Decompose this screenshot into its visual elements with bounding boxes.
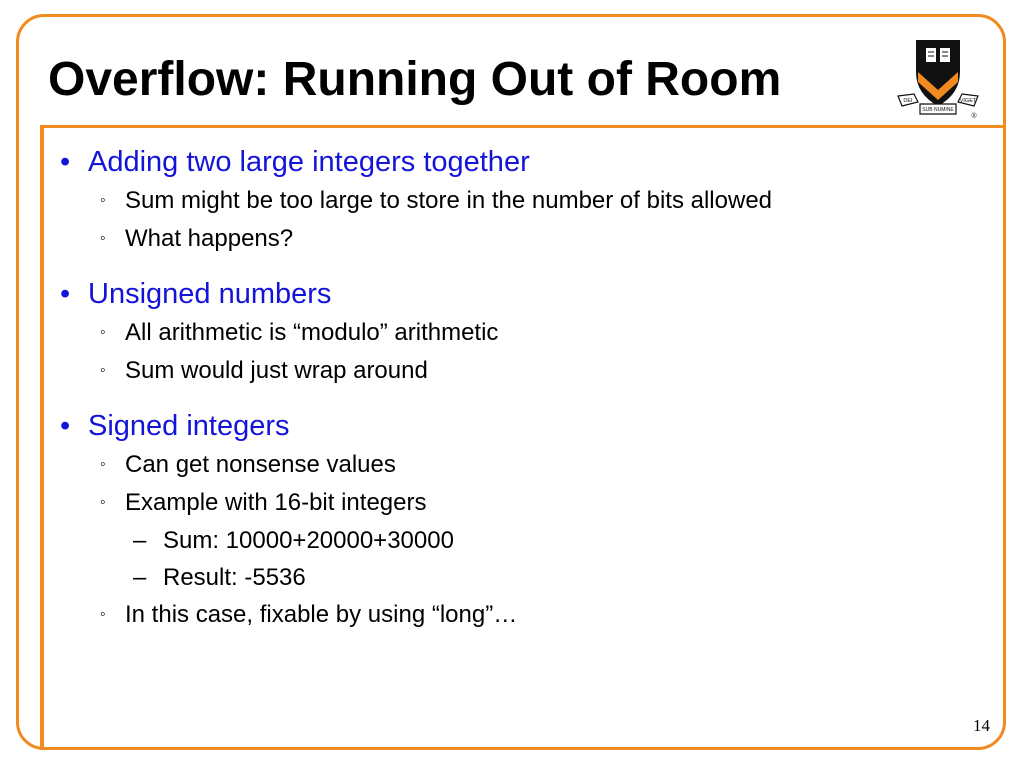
bullet-item [58, 406, 988, 446]
bullet-item [58, 274, 988, 314]
left-accent-rule [40, 128, 44, 750]
sub-bullet-text: What happens? [125, 225, 294, 252]
sub-bullet-text: Can get nonsense values [125, 451, 396, 478]
sub-bullet-item [58, 314, 988, 352]
bullet-text: Adding two large integers together [88, 146, 530, 178]
bullet-text: Signed integers [88, 410, 290, 442]
sub-bullet-text: Sum would just wrap around [125, 357, 428, 384]
bullet-icon: • [60, 146, 71, 178]
logo-banner-left-text: DEI [903, 98, 913, 104]
sub-bullet-item [58, 220, 988, 258]
sub-bullet-item [58, 182, 988, 220]
sub-bullet-item [58, 596, 988, 634]
logo-banner-center-text: SUB NUMINE [922, 107, 954, 113]
sub-bullet-icon: ◦ [100, 494, 106, 511]
sub-bullet-icon: ◦ [100, 362, 106, 379]
shield-book-left [926, 48, 936, 62]
bullet-icon: • [60, 278, 71, 310]
slide-title: Overflow: Running Out of Room [48, 53, 782, 106]
sub-bullet-icon: ◦ [100, 192, 106, 209]
sub-bullet-icon: ◦ [100, 324, 106, 341]
sub-bullet-item [58, 352, 988, 390]
sub-bullet-item [58, 484, 988, 522]
bullet-text: Unsigned numbers [88, 278, 332, 310]
sub-bullet-item [58, 446, 988, 484]
logo-banner-right-text: VIGET [959, 98, 977, 104]
bullet-item [58, 142, 988, 182]
bullet-icon: • [60, 410, 71, 442]
registered-mark: ® [971, 113, 977, 120]
sub-bullet-text: Example with 16-bit integers [125, 489, 427, 516]
sub-sub-bullet-text: Sum: 10000+20000+30000 [163, 527, 454, 554]
dash-icon: – [133, 527, 147, 554]
page-number: 14 [973, 716, 990, 735]
sub-bullet-icon: ◦ [100, 456, 106, 473]
shield-book-right [940, 48, 950, 62]
sub-sub-bullet-item [58, 559, 988, 596]
sub-sub-bullet-item [58, 522, 988, 559]
sub-sub-bullet-text: Result: -5536 [163, 564, 306, 591]
title-divider [40, 125, 1006, 128]
sub-bullet-text: In this case, fixable by using “long”… [125, 601, 518, 628]
sub-bullet-text: Sum might be too large to store in the number of bits allowed [125, 187, 773, 214]
princeton-shield-icon [896, 32, 980, 122]
sub-bullet-icon: ◦ [100, 606, 106, 623]
slide-body [58, 142, 988, 634]
sub-bullet-icon: ◦ [100, 230, 106, 247]
sub-bullet-text: All arithmetic is “modulo” arithmetic [125, 319, 499, 346]
dash-icon: – [133, 564, 147, 591]
